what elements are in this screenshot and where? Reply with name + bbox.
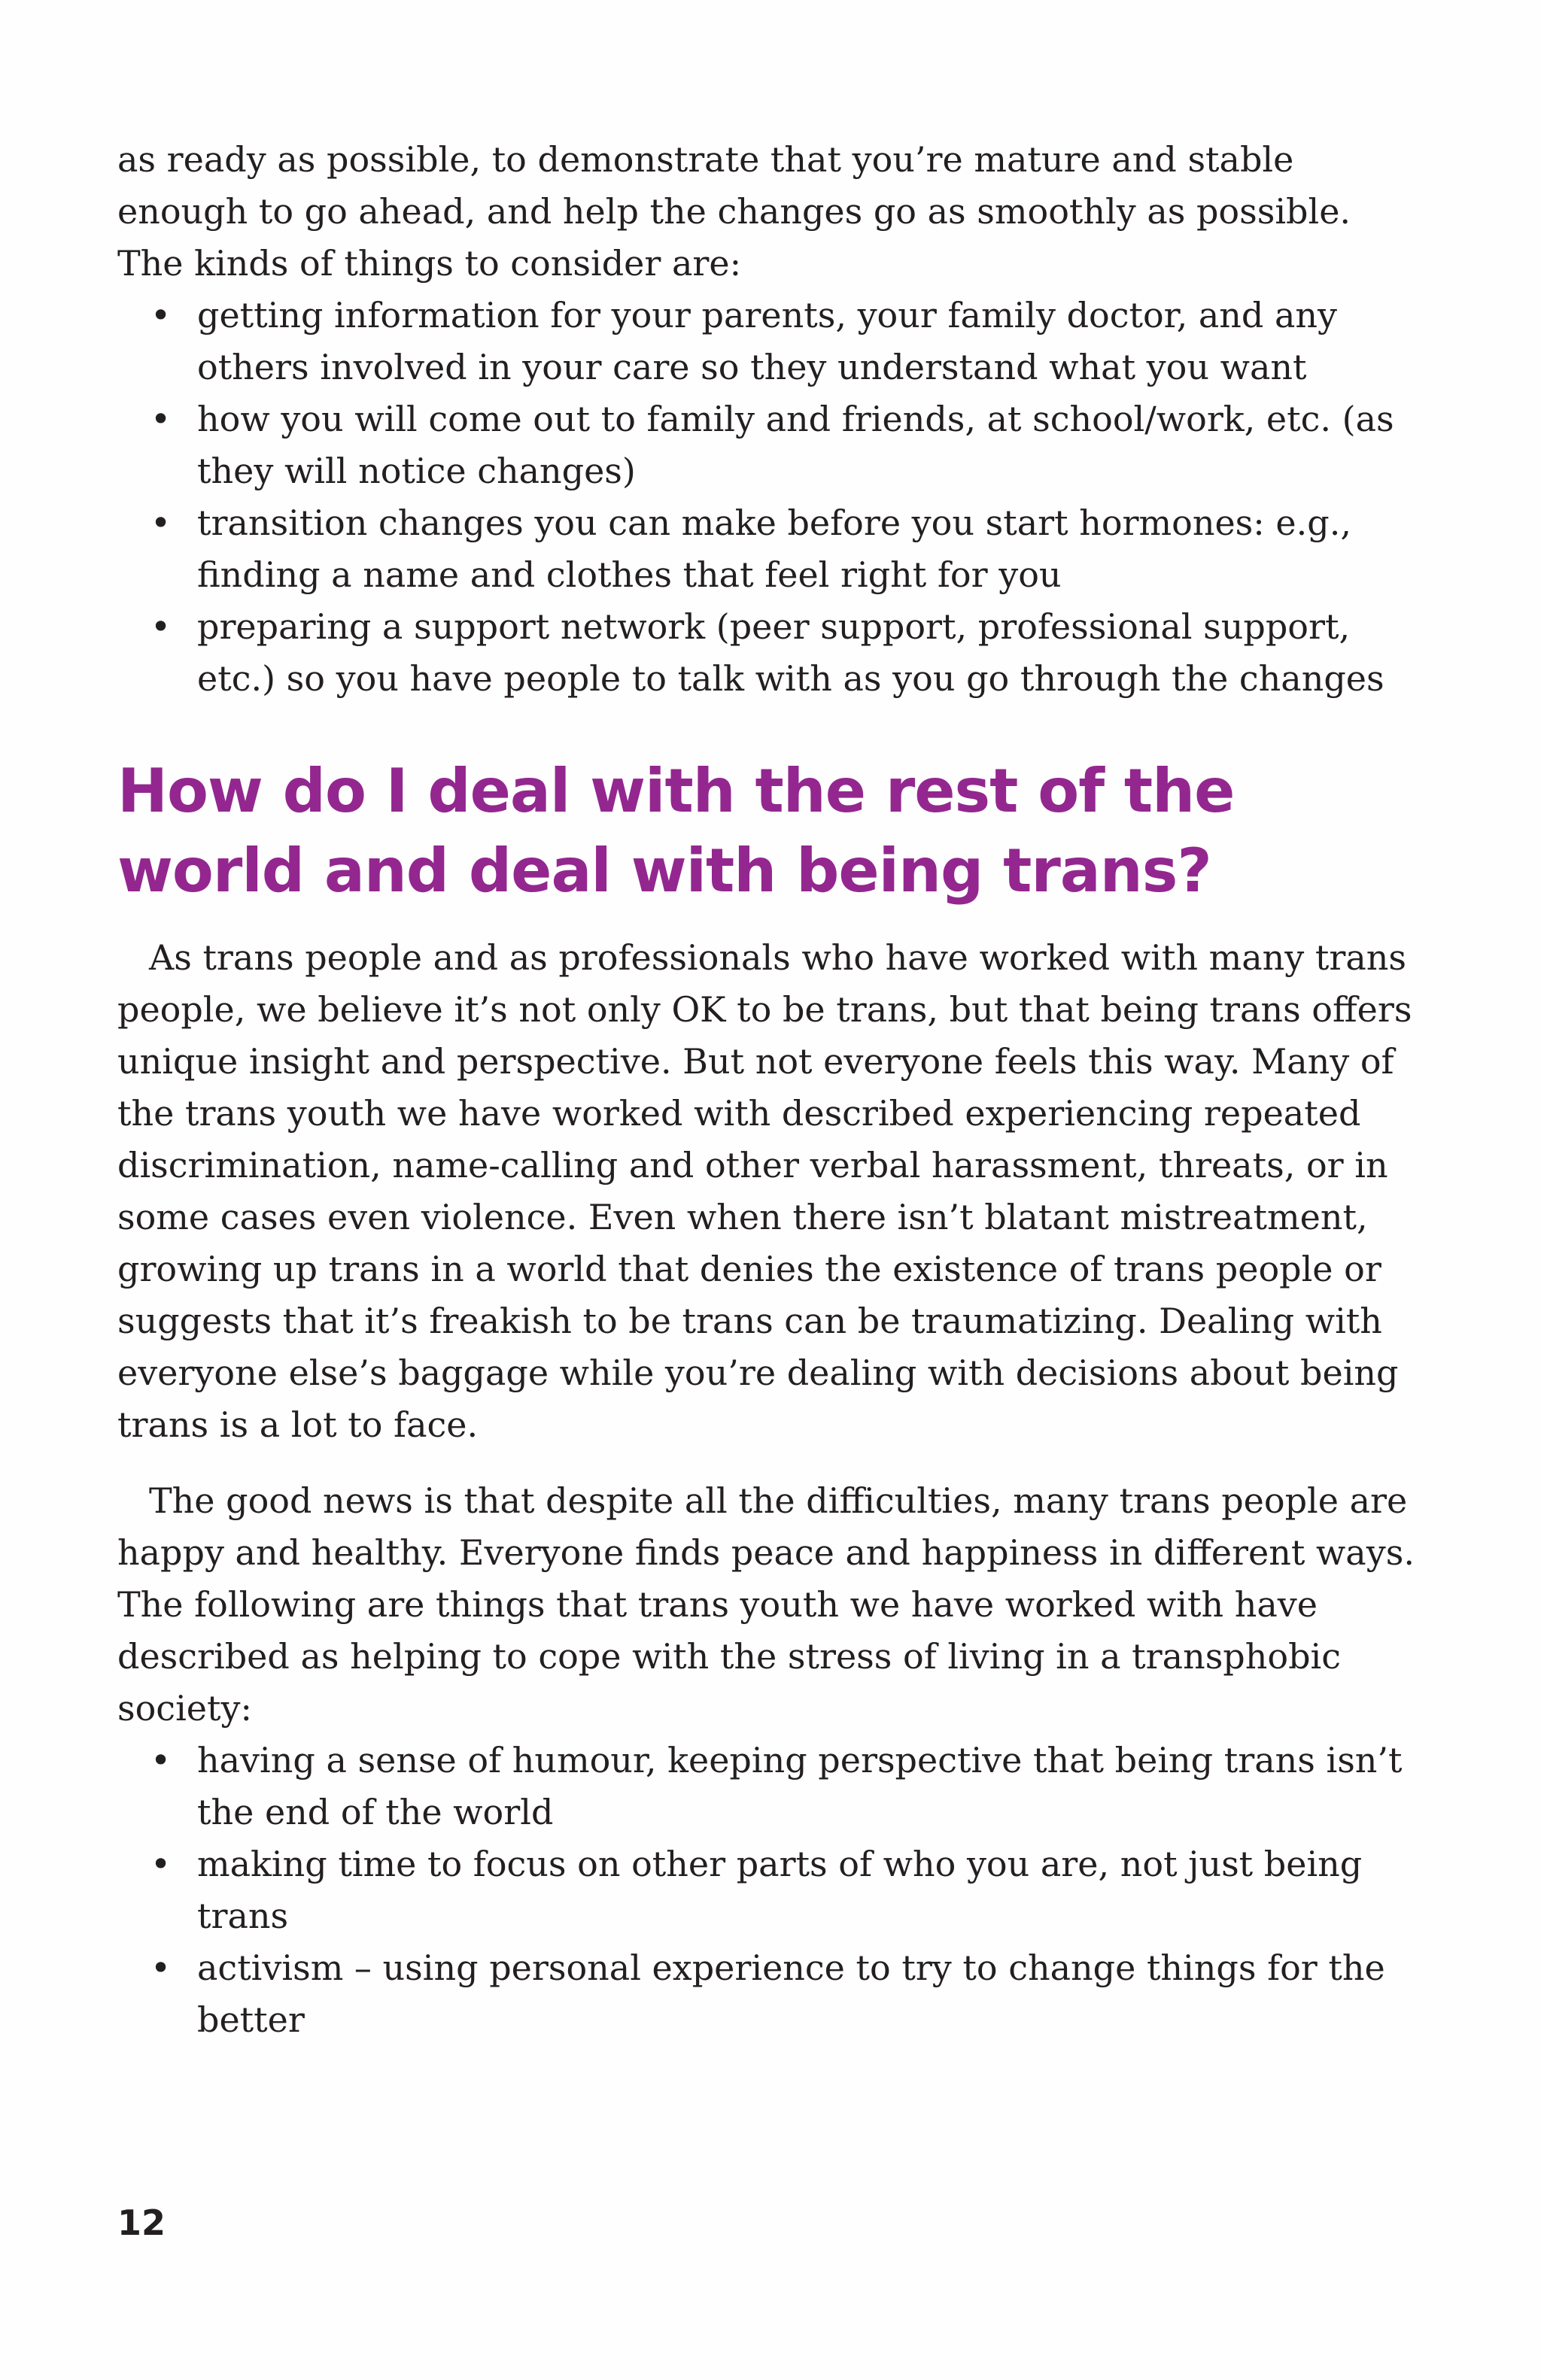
list-item-text: activism – using personal experience to try to change things for the better: [197, 1947, 1385, 2040]
list-item-text: having a sense of humour, keeping perspective that being trans isn’t the end of the world: [197, 1740, 1403, 1832]
bullet-icon: •: [150, 399, 172, 439]
page-number: 12: [117, 2202, 166, 2243]
consider-list: [117, 290, 1427, 705]
list-item: [117, 290, 1427, 393]
list-item: [117, 393, 1427, 497]
body-paragraph-2: The good news is that despite all the difficulties, many trans people are happy and healthy. Everyone finds peace and happiness in different ways. The following are things that trans youth we have worked with have described as helping to cope with the stress of living in a transphobic society:: [117, 1480, 1415, 1729]
list-item: [117, 601, 1427, 705]
list-item: [117, 1735, 1427, 1838]
list-item: [117, 1942, 1427, 2046]
list-item-text: preparing a support network (peer support, professional support, etc.) so you have people to talk with as you go through the changes: [197, 606, 1384, 699]
list-item: [117, 1838, 1427, 1942]
bullet-icon: •: [150, 606, 172, 647]
page-content: [117, 134, 1427, 2046]
intro-paragraph: as ready as possible, to demonstrate that you’re mature and stable enough to go ahead, and help the changes go as smoothly as possible. The kinds of things to consider are:: [117, 139, 1351, 284]
bullet-icon: •: [150, 1740, 172, 1780]
bullet-icon: •: [150, 502, 172, 543]
list-item: [117, 497, 1427, 601]
list-item-text: getting information for your parents, your family doctor, and any others involved in your care so they understand what you want: [197, 295, 1338, 387]
list-item-text: transition changes you can make before you start hormones: e.g., finding a name and clothes that feel right for you: [197, 502, 1351, 595]
bullet-icon: •: [150, 295, 172, 335]
list-item-text: how you will come out to family and friends, at school/work, etc. (as they will notice changes): [197, 399, 1394, 491]
body-paragraph-1: As trans people and as professionals who have worked with many trans people, we believe it’s not only OK to be trans, but that being trans offers unique insight and perspective. But not everyone feels this way. Many of the trans youth we have worked with described experiencing repeated discrimination, name-calling and other verbal harassment, threats, or in some cases even violence. Even when there isn’t blatant mistreatment, growing up trans in a world that denies the existence of trans people or suggests that it’s freakish to be trans can be traumatizing. Dealing with everyone else’s baggage while you’re dealing with decisions about being trans is a lot to face.: [117, 937, 1412, 1445]
section-heading: How do I deal with the rest of the world and deal with being trans?: [117, 756, 1235, 906]
list-item-text: making time to focus on other parts of who you are, not just being trans: [197, 1844, 1363, 1936]
bullet-icon: •: [150, 1947, 172, 1988]
coping-list: [117, 1735, 1427, 2046]
bullet-icon: •: [150, 1844, 172, 1884]
